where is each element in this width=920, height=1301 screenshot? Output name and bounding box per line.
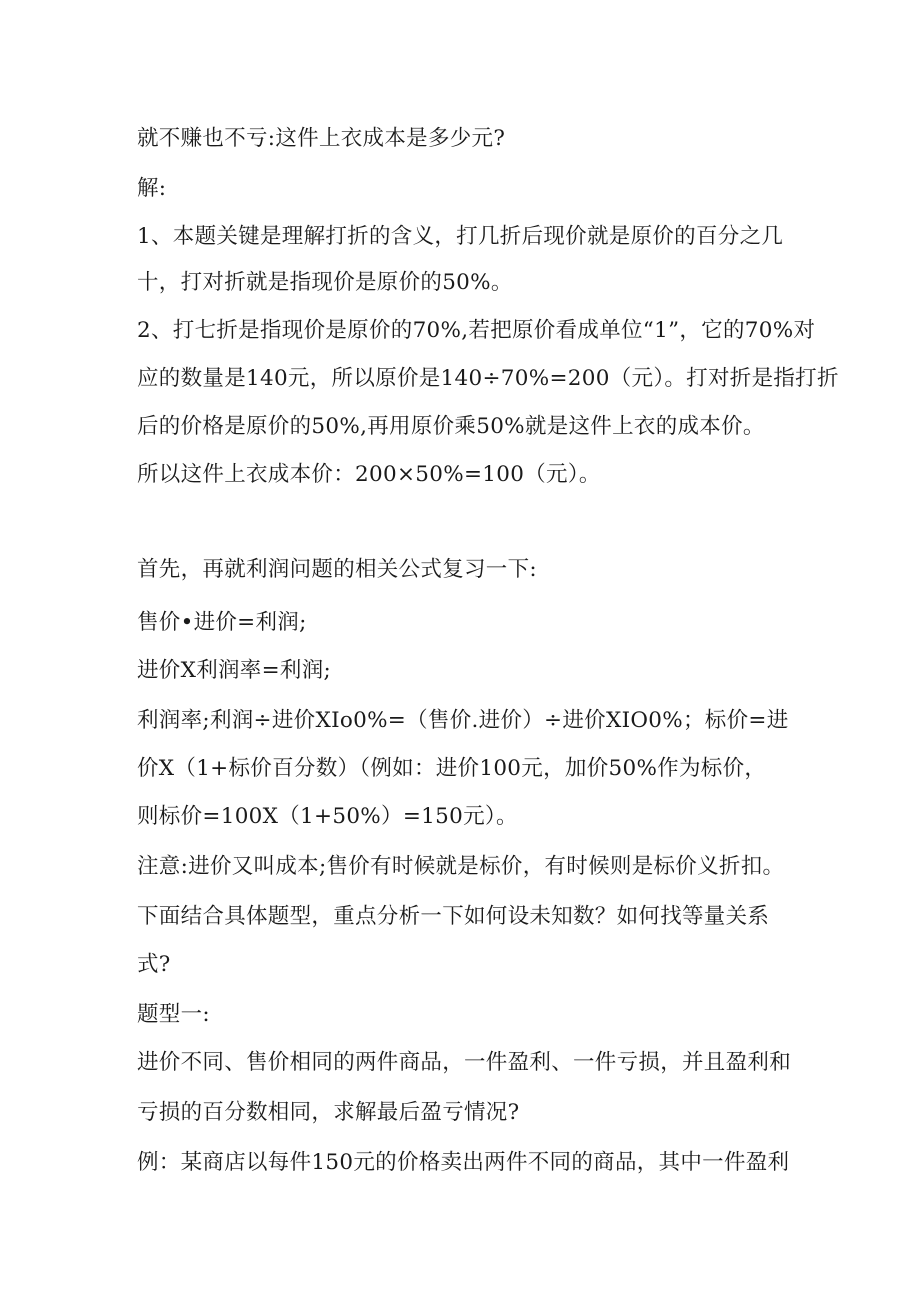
text-line: 式?: [137, 952, 171, 977]
text-line: 进价不同、售价相同的两件商品，一件盈利、一件亏损，并且盈利和: [137, 1050, 792, 1075]
text-line: 2、打七折是指现价是原价的70%,若把原价看成单位“1”，它的70%对: [137, 318, 816, 343]
text-line: 十，打对折就是指现价是原价的50%。: [137, 270, 513, 295]
text-line: 1、本题关键是理解打折的含义，打几折后现价就是原价的百分之几: [137, 224, 784, 249]
text-line: 应的数量是140元，所以原价是140÷70%=200（元）。打对折是指打折: [137, 366, 839, 391]
text-line: 则标价=100X（1+50%）=150元）。: [137, 804, 518, 829]
text-line: 下面结合具体题型，重点分析一下如何设未知数？如何找等量关系: [137, 904, 770, 929]
text-line: 注意:进价又叫成本;售价有时候就是标价，有时候则是标价义折扣。: [137, 854, 785, 879]
text-line: 进价X利润率=利润;: [137, 658, 332, 683]
text-line: 例：某商店以每件150元的价格卖出两件不同的商品，其中一件盈利: [137, 1150, 790, 1175]
text-line: 价X（1+标价百分数）（例如：进价100元，加价50%作为标价，: [137, 756, 767, 781]
text-line: 售价•进价=利润;: [137, 610, 307, 635]
text-line: 后的价格是原价的50%,再用原价乘50%就是这件上衣的成本价。: [137, 414, 765, 439]
text-line: 亏损的百分数相同，求解最后盈亏情况?: [137, 1100, 520, 1125]
text-line: 首先，再就利润问题的相关公式复习一下:: [137, 557, 537, 582]
text-line: 就不赚也不亏:这件上衣成本是多少元?: [137, 126, 506, 151]
text-line: 所以这件上衣成本价：200×50%=100（元）。: [137, 462, 601, 487]
text-line: 利润率;利润÷进价XIo0%=（售价.进价）÷进价XIO0%；标价=进: [137, 708, 789, 733]
text-line: 题型一:: [137, 1002, 210, 1027]
text-line: 解:: [137, 176, 167, 201]
